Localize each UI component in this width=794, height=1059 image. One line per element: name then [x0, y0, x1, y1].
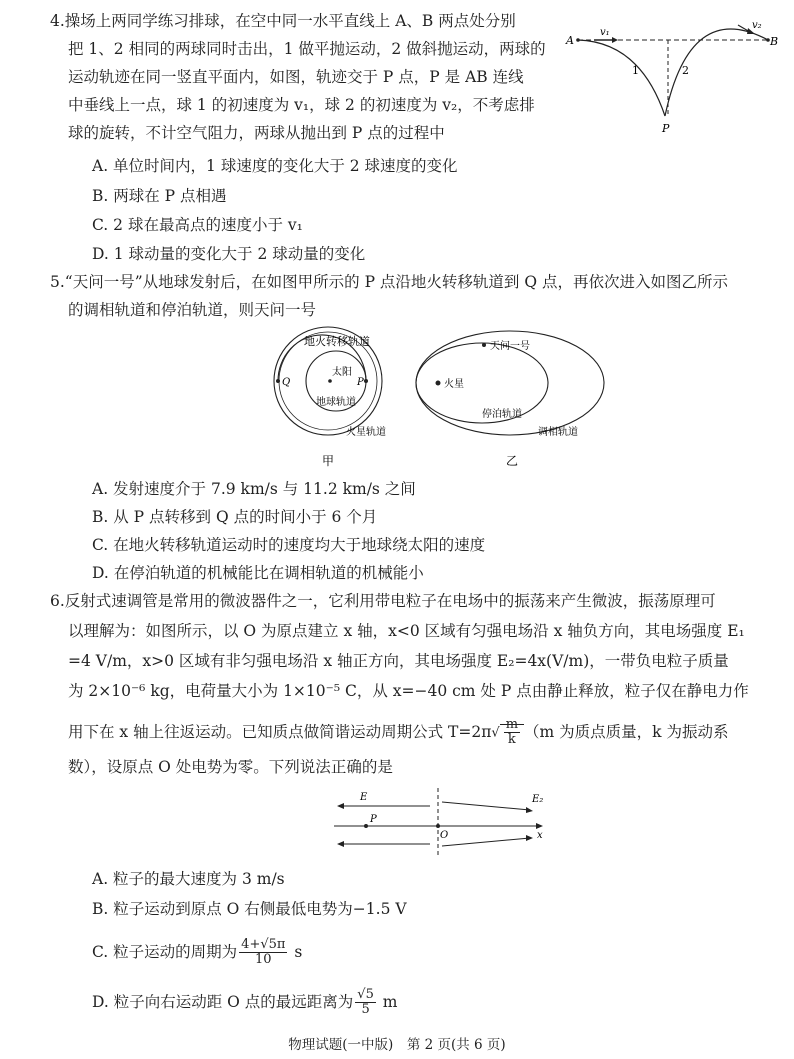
label-x: x [537, 830, 543, 841]
fraction-period-num: 4+√5π [241, 937, 286, 952]
label-parking-orbit: 停泊轨道 [482, 409, 522, 420]
q4-trajectory-figure [560, 18, 780, 140]
q4-option-c: C. 2 球在最高点的速度小于 v₁ [92, 216, 303, 234]
q5-option-a: A. 发射速度介于 7.9 km/s 与 11.2 km/s 之间 [92, 480, 416, 498]
fraction-distance-num: √5 [357, 987, 374, 1002]
caption-yi: 乙 [506, 454, 519, 468]
q4-line-1: 4.操场上两同学练习排球，在空中同一水平直线上 A、B 两点处分别 [50, 12, 516, 30]
q4-line-5: 球的旋转，不计空气阻力，两球从抛出到 P 点的过程中 [68, 124, 445, 142]
q4-line-2: 把 1、2 相同的两球同时击出，1 做平抛运动，2 做斜抛运动，两球的 [68, 40, 546, 58]
label-earth-orbit: 地球轨道 [316, 397, 356, 408]
q6-line-5-text-a: 用下在 x 轴上往返运动。已知质点做简谐运动周期公式 T=2π [68, 722, 492, 741]
label-sun: 太阳 [332, 367, 352, 378]
q6-field-figure [330, 786, 550, 858]
q6-option-d-text: D. 粒子向右运动距 O 点的最远距离为 [92, 992, 354, 1011]
label-a: A [566, 34, 574, 47]
q5-figure-jia [270, 325, 400, 475]
label-phasing-orbit: 调相轨道 [538, 427, 578, 438]
q5-option-b: B. 从 P 点转移到 Q 点的时间小于 6 个月 [92, 508, 378, 526]
label-v2: v₂ [752, 20, 762, 31]
q4-option-a: A. 单位时间内，1 球速度的变化大于 2 球速度的变化 [92, 157, 458, 175]
fraction-distance [355, 988, 376, 1018]
q6-line-5 [68, 718, 728, 748]
q4-line-4: 中垂线上一点，球 1 的初速度为 v₁，球 2 的初速度为 v₂，不考虑排 [68, 96, 535, 114]
label-e2: E₂ [532, 794, 544, 805]
q6-line-6: 数），设原点 O 处电势为零。下列说法正确的是 [68, 758, 393, 776]
q6-line-5-text-b: （m 为质点质量，k 为振动系 [524, 722, 729, 741]
sqrt-m-over-k: √ $\frac{m}{k}$ [491, 718, 524, 748]
label-p: P [662, 122, 670, 135]
fraction-distance-den: 5 [361, 1002, 370, 1018]
q4-option-d: D. 1 球动量的变化大于 2 球动量的变化 [92, 245, 366, 263]
label-mars-orbit: 火星轨道 [346, 427, 386, 438]
label-b: B [770, 35, 779, 48]
q5-option-d: D. 在停泊轨道的机械能比在调相轨道的机械能小 [92, 564, 424, 582]
label-q: Q [282, 377, 291, 388]
label-p-field: P [370, 814, 377, 825]
label-tianwen: 天问一号 [490, 341, 530, 352]
fraction-m-k [504, 718, 520, 748]
label-v1: v₁ [600, 27, 610, 38]
q6-line-2: 以理解为：如图所示，以 O 为原点建立 x 轴，x<0 区域有匀强电场沿 x 轴负方向，其电场强度 E₁ [68, 622, 745, 640]
label-o: O [440, 830, 449, 841]
q6-option-b: B. 粒子运动到原点 O 右侧最低电势为−1.5 V [92, 900, 407, 918]
q6-option-a: A. 粒子的最大速度为 3 m/s [92, 870, 285, 888]
fraction-period [239, 938, 287, 968]
q6-option-d-unit: m [377, 992, 398, 1011]
q6-option-d [92, 988, 397, 1018]
q6-line-3: =4 V/m，x>0 区域有非匀强电场沿 x 轴正方向，其电场强度 E₂=4x(V/m)，一带负电粒子质量 [68, 652, 729, 670]
fraction-m: m [505, 717, 519, 732]
q4-line-3: 运动轨迹在同一竖直平面内，如图，轨迹交于 P 点，P 是 AB 连线 [68, 68, 524, 86]
q6-line-4: 为 2×10⁻⁶ kg，电荷量大小为 1×10⁻⁵ C，从 x=−40 cm 处 P 点由静止释放，粒子仅在静电力作 [68, 682, 749, 700]
q5-figure-yi [410, 325, 610, 475]
caption-jia: 甲 [322, 454, 335, 468]
q6-option-c-unit: s [289, 942, 303, 961]
fraction-period-den: 10 [255, 952, 272, 968]
page-footer: 物理试题(一中版) 第 2 页(共 6 页) [288, 1037, 506, 1053]
q6-option-c [92, 938, 302, 968]
label-e: E [360, 792, 368, 803]
q5-option-c: C. 在地火转移轨道运动时的速度均大于地球绕太阳的速度 [92, 536, 486, 554]
q5-line-2: 的调相轨道和停泊轨道，则天问一号 [68, 301, 317, 319]
q5-line-1: 5.“天问一号”从地球发射后，在如图甲所示的 P 点沿地火转移轨道到 Q 点，再依次进入如图乙所示 [50, 273, 728, 291]
q6-option-c-text: C. 粒子运动的周期为 [92, 942, 238, 961]
q4-option-b: B. 两球在 P 点相遇 [92, 187, 227, 205]
fraction-k: k [507, 732, 516, 748]
label-2: 2 [682, 64, 689, 77]
q6-line-1: 6.反射式速调管是常用的微波器件之一，它利用带电粒子在电场中的振荡来产生微波，振荡原理可 [50, 592, 716, 610]
label-p-jia: P [357, 377, 364, 388]
label-1: 1 [632, 64, 639, 77]
label-transfer-orbit: 地火转移轨道 [304, 335, 370, 348]
label-mars: 火星 [444, 379, 464, 390]
